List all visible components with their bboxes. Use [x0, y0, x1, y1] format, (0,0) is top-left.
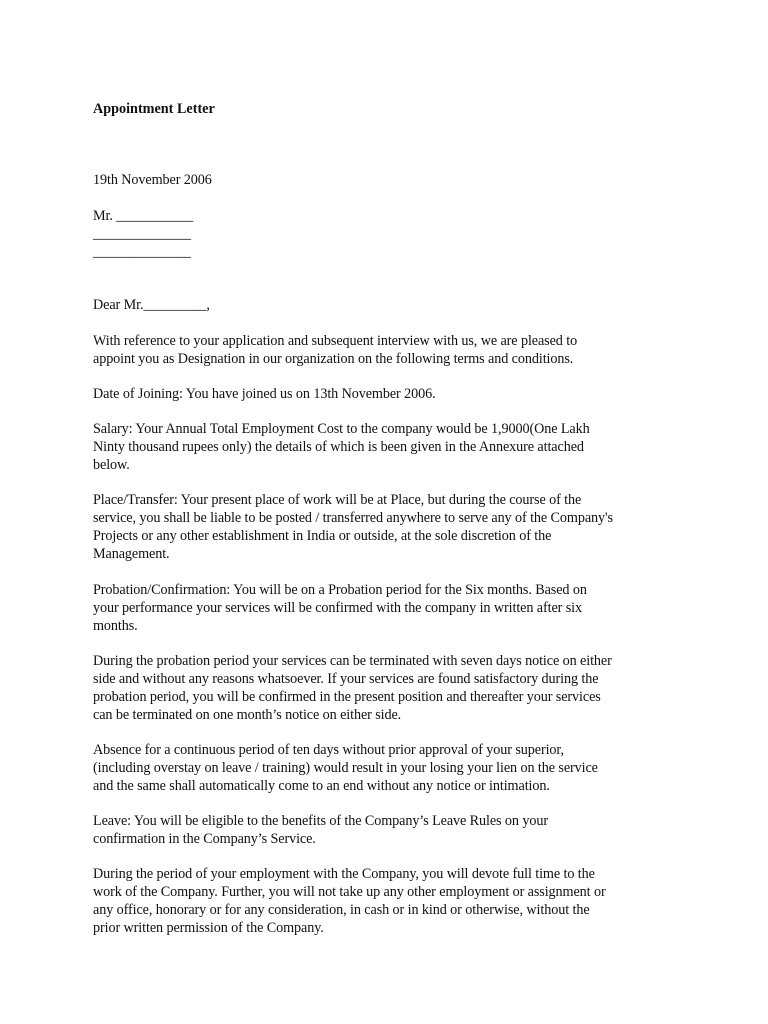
paragraph-line: below. — [93, 457, 130, 473]
paragraph-intro — [93, 332, 673, 368]
date-text: 19th November 2006 — [93, 172, 212, 188]
salutation — [93, 296, 673, 314]
paragraph-salary — [93, 420, 673, 474]
paragraph-place-transfer — [93, 491, 673, 563]
paragraph-line: With reference to your application and subsequent interview with us, we are pleased to — [93, 333, 578, 349]
recipient-address — [93, 207, 673, 261]
paragraph-line: can be terminated on one month’s notice on either side. — [93, 707, 402, 723]
address-line-2: ______________ — [93, 226, 191, 242]
document-title: Appointment Letter — [93, 101, 215, 117]
letter-date — [93, 171, 673, 189]
paragraph-line: Salary: Your Annual Total Employment Cost to the company would be 1,9000(One Lakh — [93, 421, 590, 437]
paragraph-line: During the period of your employment with the Company, you will devote full time to the — [93, 866, 595, 882]
paragraph-probation-confirmation — [93, 581, 673, 635]
paragraph-absence — [93, 741, 673, 795]
paragraph-line: any office, honorary or for any consideration, in cash or in kind or otherwise, without the — [93, 902, 590, 918]
paragraph-line: probation period, you will be confirmed in the present position and thereafter your services — [93, 689, 601, 705]
paragraph-line: work of the Company. Further, you will not take up any other employment or assignment or — [93, 884, 606, 900]
paragraph-full-time-employment — [93, 865, 673, 937]
paragraph-line: appoint you as Designation in our organization on the following terms and conditions. — [93, 351, 574, 367]
paragraph-line: Management. — [93, 546, 170, 562]
address-line-1: Mr. ___________ — [93, 208, 194, 224]
paragraph-line: During the probation period your services can be terminated with seven days notice on either — [93, 653, 612, 669]
salutation-text: Dear Mr._________, — [93, 297, 210, 313]
paragraph-line: (including overstay on leave / training) would result in your losing your lien on the service — [93, 760, 598, 776]
paragraph-leave — [93, 812, 673, 848]
paragraph-line: Ninty thousand rupees only) the details of which is been given in the Annexure attached — [93, 439, 584, 455]
paragraph-line: and the same shall automatically come to an end without any notice or intimation. — [93, 778, 550, 794]
paragraph-line: Leave: You will be eligible to the benefits of the Company’s Leave Rules on your — [93, 813, 548, 829]
paragraph-date-of-joining — [93, 385, 673, 403]
paragraph-line: Absence for a continuous period of ten days without prior approval of your superior, — [93, 742, 564, 758]
paragraph-line: side and without any reasons whatsoever. If your services are found satisfactory during the — [93, 671, 599, 687]
paragraph-line: your performance your services will be confirmed with the company in written after six — [93, 600, 582, 616]
paragraph-line: service, you shall be liable to be posted / transferred anywhere to serve any of the Company's — [93, 510, 613, 526]
paragraph-line: Place/Transfer: Your present place of work will be at Place, but during the course of the — [93, 492, 582, 508]
paragraph-line: Projects or any other establishment in India or outside, at the sole discretion of the — [93, 528, 552, 544]
paragraph-probation-termination — [93, 652, 673, 724]
paragraph-line: confirmation in the Company’s Service. — [93, 831, 316, 847]
paragraph-line: months. — [93, 618, 138, 634]
paragraph-line: prior written permission of the Company. — [93, 920, 324, 936]
paragraph-line: Probation/Confirmation: You will be on a Probation period for the Six months. Based on — [93, 582, 587, 598]
address-line-3: ______________ — [93, 244, 191, 260]
paragraph-line: Date of Joining: You have joined us on 13th November 2006. — [93, 386, 436, 402]
